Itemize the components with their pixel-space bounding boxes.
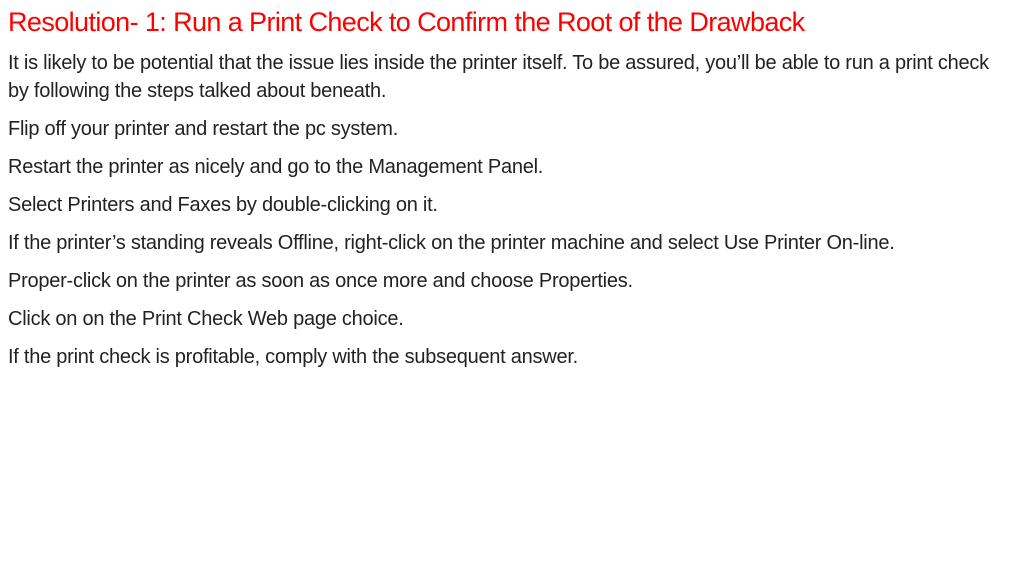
body-step-1: Flip off your printer and restart the pc system. xyxy=(8,118,399,140)
slide-title: Resolution- 1: Run a Print Check to Confirm the Root of the Drawback xyxy=(8,7,805,37)
body-step-4: If the printer’s standing reveals Offline, right-click on the printer machine and select Use Printer On-line. xyxy=(8,232,895,254)
body-step-2: Restart the printer as nicely and go to the Management Panel. xyxy=(8,156,544,178)
body-step-7: If the print check is profitable, comply with the subsequent answer. xyxy=(8,346,578,368)
body-step-6: Click on on the Print Check Web page choice. xyxy=(8,308,404,330)
body-paragraph-intro: It is likely to be potential that the issue lies inside the printer itself. To be assured, you’ll be able to run a print check by following the steps talked about beneath. xyxy=(8,52,989,102)
slide-body xyxy=(8,49,1014,371)
body-step-3: Select Printers and Faxes by double-clicking on it. xyxy=(8,194,438,216)
body-step-5: Proper-click on the printer as soon as once more and choose Properties. xyxy=(8,270,633,292)
